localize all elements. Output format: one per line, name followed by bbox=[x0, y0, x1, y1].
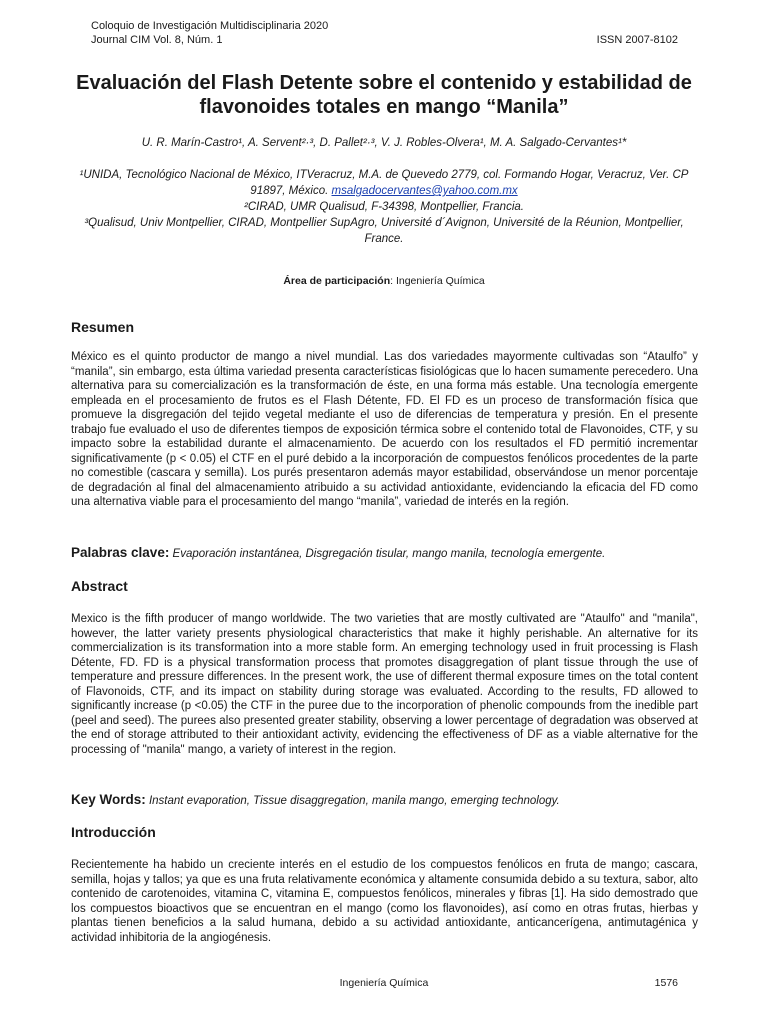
abstract-text: Mexico is the fifth producer of mango worldwide. The two varieties that are mostly cultivated are "Ataulfo" and "manila", however, the latter variety presents physiological characteristics that make it highly perishable. An alternative for its commercialization is its transformation into a more stable form. An emerging technology used in fruit processing is Flash Détente, FD. FD is a physical transformation process that promotes disaggregation of plant tissue through the use of temperature and pressure differences. In the present work, the use of different thermal exposure times on the total content of Flavonoids, CTF, and its impact on stability during storage was evaluated. According to the results, FD allowed to significantly increase (p <0.05) the CTF in the puree due to the incorporation of phenolic compounds from the inedible part (peel and seed). The purees also presented greater stability, observing a lower percentage of degradation was observed at the end of storage attributed to their antioxidant activity, evidencing the effectiveness of DF as a viable alternative for the processing of "manila" mango, a variety of interest in the region. bbox=[71, 613, 698, 756]
abstract-heading: Abstract bbox=[71, 578, 128, 594]
area-value: : Ingeniería Química bbox=[390, 275, 485, 287]
area-label: Área de participación bbox=[283, 275, 391, 287]
page-number: 1576 bbox=[654, 977, 678, 989]
affiliations bbox=[70, 167, 698, 247]
palabras-clave-label: Palabras clave: bbox=[71, 545, 170, 560]
paper-title: Evaluación del Flash Detente sobre el contenido y estabilidad de flavonoides totales en mango “Manila” bbox=[76, 72, 692, 118]
author-email-link[interactable]: msalgadocervantes@yahoo.com.mx bbox=[331, 185, 518, 197]
issn: ISSN 2007-8102 bbox=[596, 34, 678, 46]
introduccion-text: Recientemente ha habido un creciente interés en el estudio de los compuestos fenólicos en fruta de mango; cascara, semilla, hojas y tallos; ya que es una fruta relativamente económica y altamente consumida debido a su textura, sabor, alto contenido de carotenoides, vitamina C, vitamina E, compuestos fenólicos, minerales y fibras [1]. Ha sido demostrado que los compuestos bioactivos que se encuentran en el mango (como los flavonoides), así como en otras frutas, hierbas y plantas tienen beneficios a la salud humana, debido a su actividad antioxidante, anticancerígena, antimutagénica y actividad inhibitoria de la angiogénesis. bbox=[71, 859, 698, 944]
affiliation-1: ¹UNIDA, Tecnológico Nacional de México, ITVeracruz, M.A. de Quevedo 2779, col. Formando Hogar, Veracruz, Ver. CP 91897, México. msalgadocervantes@yahoo.com.mx bbox=[79, 169, 689, 197]
palabras-clave bbox=[71, 545, 698, 562]
conference-name: Coloquio de Investigación Multidisciplinaria 2020 bbox=[91, 20, 329, 32]
key-words bbox=[71, 792, 698, 809]
participation-area bbox=[70, 274, 698, 288]
key-words-value: Instant evaporation, Tissue disaggregation, manila mango, emerging technology. bbox=[145, 795, 560, 807]
key-words-label: Key Words: bbox=[71, 792, 146, 807]
affiliation-3: ³Qualisud, Univ Montpellier, CIRAD, Montpellier SupAgro, Université d´Avignon, Université de la Réunion, Montpellier, France. bbox=[84, 217, 684, 245]
footer-section: Ingeniería Química bbox=[339, 977, 429, 989]
journal-volume: Journal CIM Vol. 8, Núm. 1 bbox=[91, 34, 223, 46]
journal-header bbox=[91, 19, 328, 47]
resumen-heading: Resumen bbox=[71, 319, 135, 335]
resumen-text: México es el quinto productor de mango a nivel mundial. Las dos variedades mayormente cultivadas son “Ataulfo” y “manila”, sin embargo, esta última variedad presenta características fisiológicas que lo hacen sumamente perecedero. Una alternativa para su comercialización es la transformación de éste, en una forma más estable. Una tecnología emergente empleada en el procesamiento de frutos es el Flash Détente, FD. El FD es un proceso de transformación física que promueve la disgregación del tejido vegetal mediante el uso de diferencias de temperatura y presión. En el presente trabajo fue evaluado el uso de diferentes tiempos de exposición térmica sobre el contenido total de Flavonoides, CTF, y su impacto sobre la estabilidad durante el almacenamiento. De acuerdo con los resultados el FD permitió incrementar significativamente (p < 0.05) el CTF en el puré debido a la incorporación de compuestos fenólicos procedentes de la parte no comestible (cascara y semilla). Los purés presentaron además mayor estabilidad, observándose un menor porcentaje de degradación al final del almacenamiento atribuido a su actividad antioxidante, evidenciando la eficacia del FD como una alternativa viable para el procesamiento del mango “manila”, variedad de interés en la región. bbox=[71, 351, 698, 508]
palabras-clave-value: Evaporación instantánea, Disgregación tisular, mango manila, tecnología emergente. bbox=[169, 548, 606, 560]
introduccion-heading: Introducción bbox=[71, 824, 156, 840]
affiliation-2: ²CIRAD, UMR Qualisud, F-34398, Montpellier, Francia. bbox=[244, 201, 524, 213]
author-list: U. R. Marín-Castro¹, A. Servent²·³, D. Pallet²·³, V. J. Robles-Olvera¹, M. A. Salgado-Cervantes¹* bbox=[141, 137, 627, 149]
